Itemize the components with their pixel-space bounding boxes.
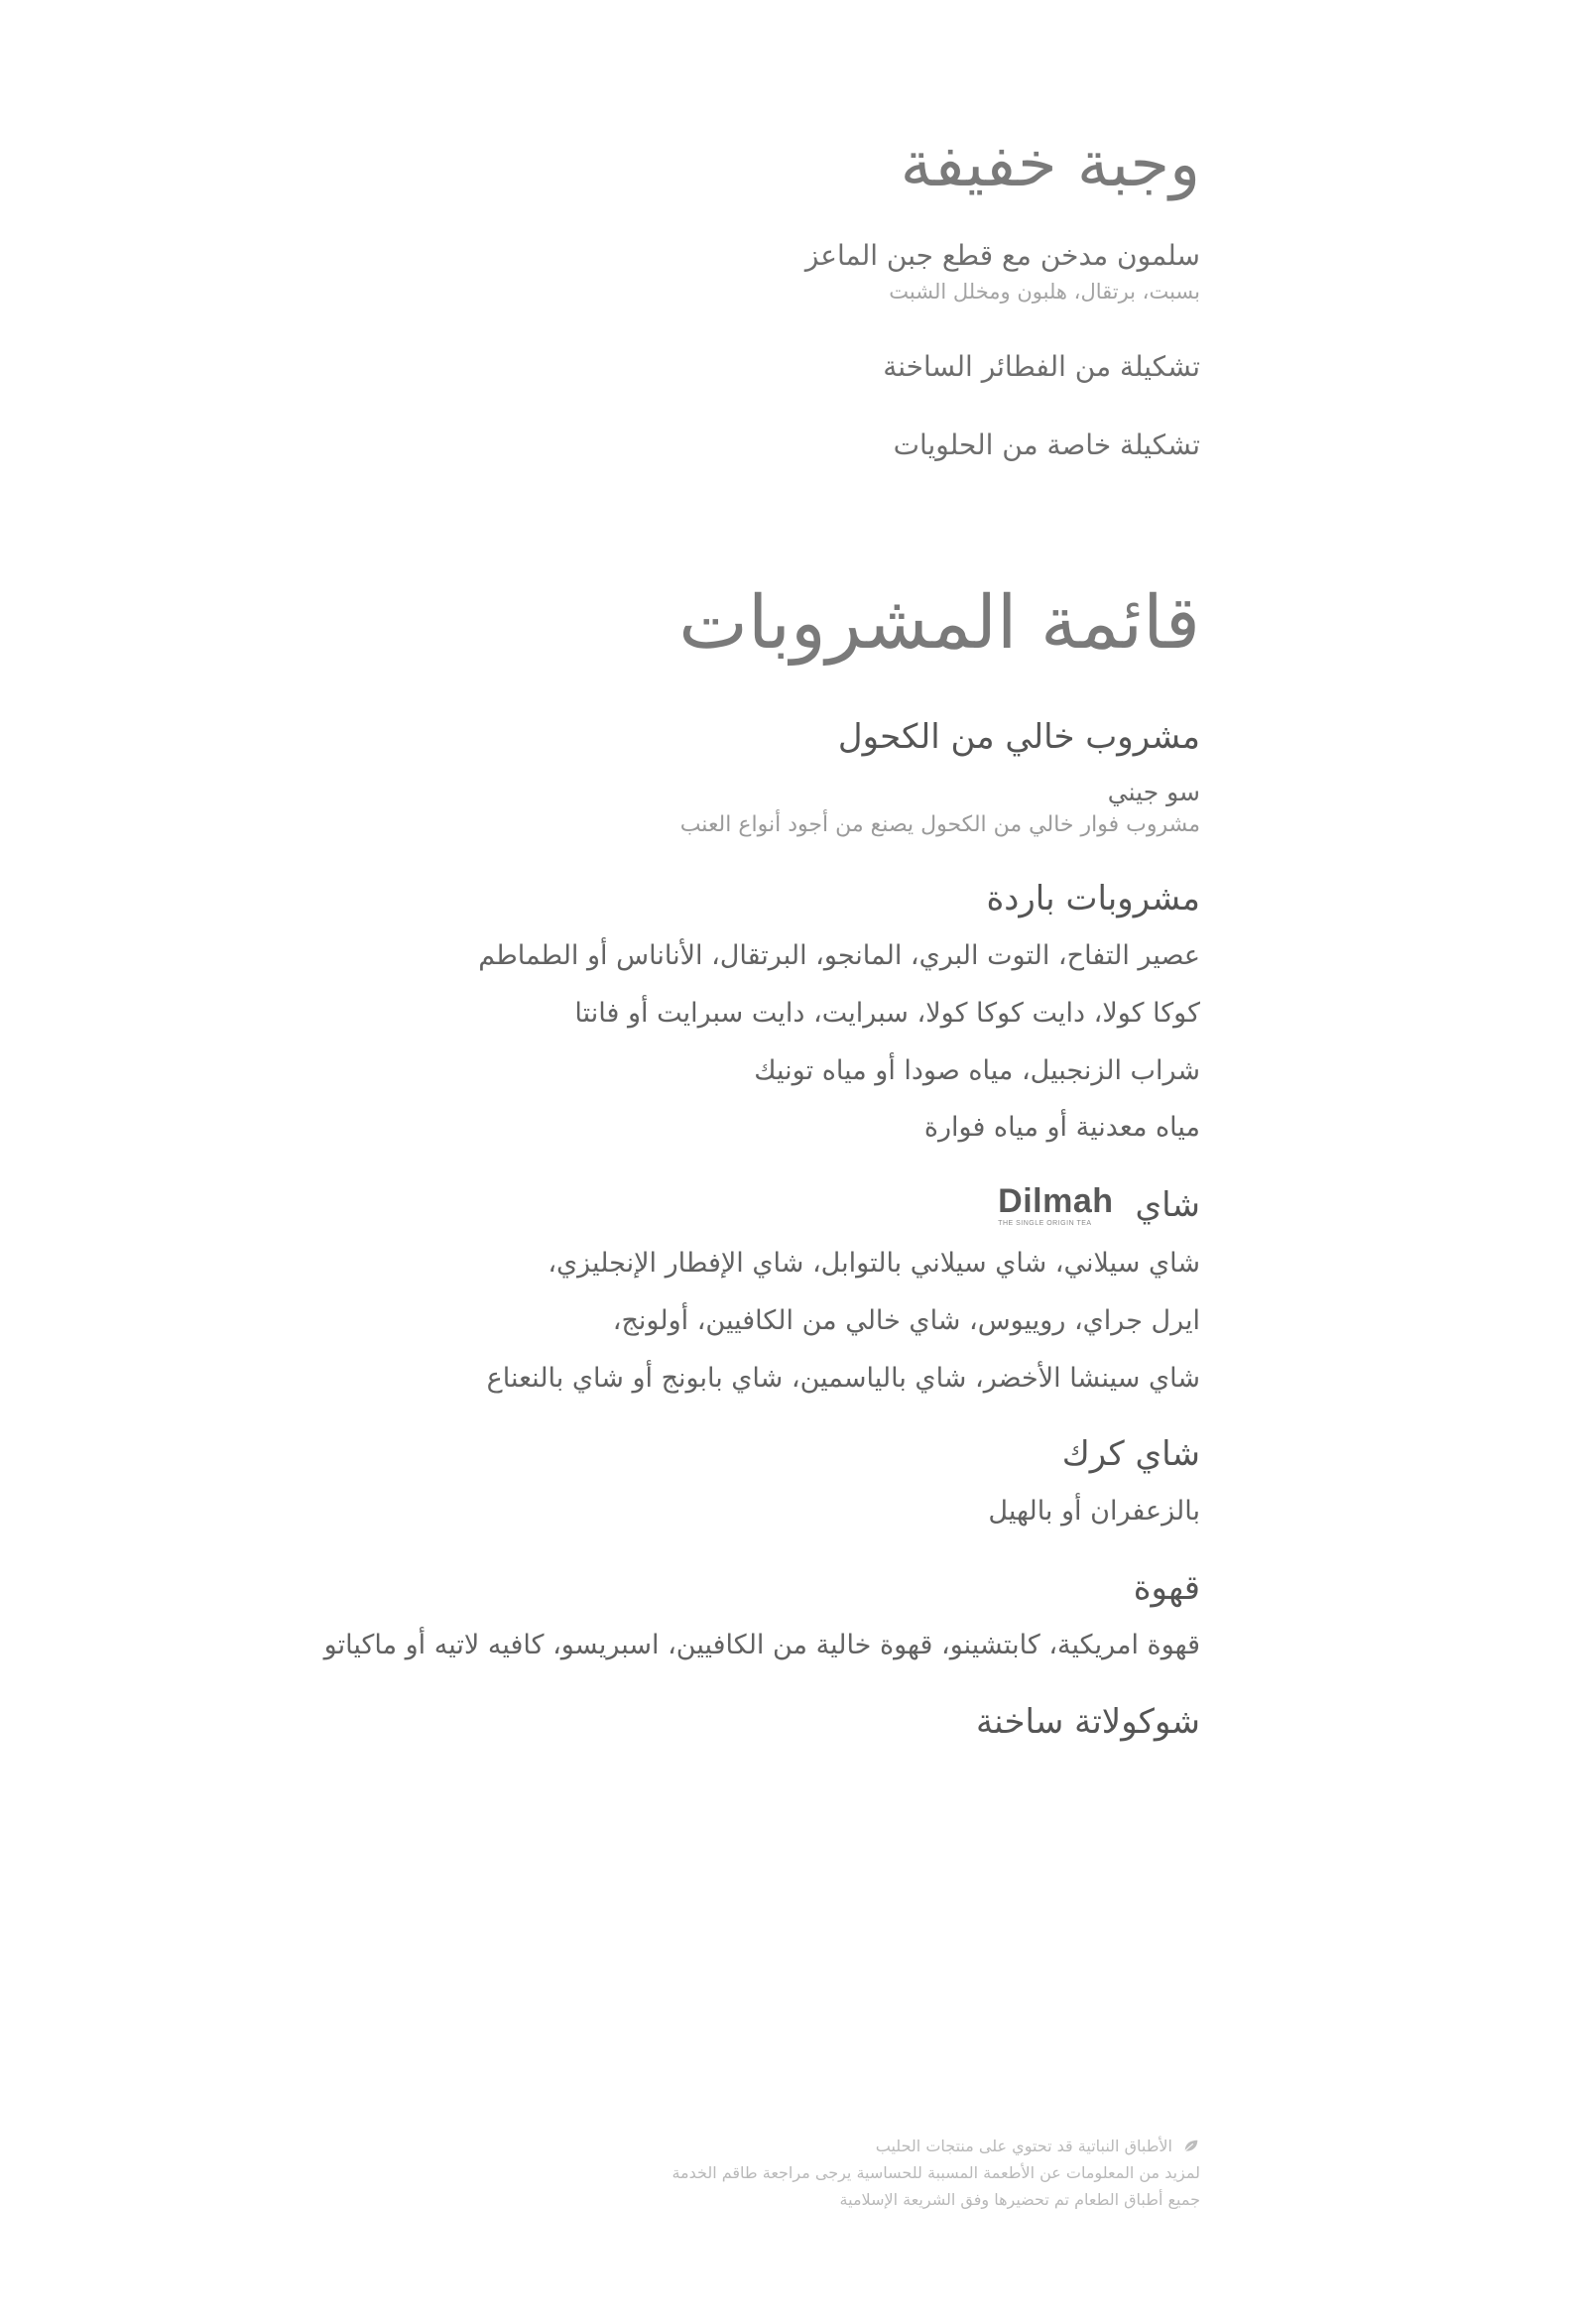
non-alcoholic-name: سو جيني bbox=[1107, 777, 1200, 806]
coffee-section bbox=[208, 1568, 1200, 1662]
footer-line: جميع أطباق الطعام تم تحضيرها وفق الشريعة الإسلامية bbox=[839, 2190, 1200, 2210]
cold-drinks-line: عصير التفاح، التوت البري، المانجو، البرتقال، الأناناس أو الطماطم bbox=[478, 940, 1200, 972]
tea-line: ايرل جراي، روييوس، شاي خالي من الكافيين، أولونج، bbox=[612, 1304, 1200, 1336]
dilmah-logo bbox=[998, 1184, 1113, 1227]
coffee-heading: قهوة bbox=[1133, 1567, 1200, 1608]
tea-line: شاي سيلاني، شاي سيلاني بالتوابل، شاي الإفطار الإنجليزي، bbox=[548, 1248, 1200, 1280]
non-alcoholic-section bbox=[208, 717, 1200, 839]
footer-line: الأطباق النباتية قد تحتوي على منتجات الحليب bbox=[875, 2137, 1172, 2155]
footer-row bbox=[605, 2133, 1200, 2159]
section-heading bbox=[208, 1434, 1200, 1475]
chocolate-heading: شوكولاتة ساخنة bbox=[975, 1701, 1200, 1742]
karak-line: بالزعفران أو بالهيل bbox=[988, 1496, 1200, 1528]
snack-section bbox=[208, 129, 1200, 462]
drinks-title: قائمة المشروبات bbox=[678, 579, 1200, 666]
snack-item-name: تشكيلة من الفطائر الساخنة bbox=[883, 349, 1200, 383]
snack-item bbox=[208, 238, 1200, 306]
cold-drinks-line: شراب الزنجبيل، مياه صودا أو مياه تونيك bbox=[754, 1054, 1200, 1086]
cold-drinks-section bbox=[208, 879, 1200, 1145]
chocolate-section bbox=[208, 1702, 1200, 1743]
leaf-icon bbox=[1182, 2138, 1200, 2155]
snack-item bbox=[208, 349, 1200, 384]
karak-section bbox=[208, 1434, 1200, 1529]
section-heading bbox=[208, 1702, 1200, 1743]
karak-heading: شاي كرك bbox=[1061, 1434, 1200, 1475]
non-alcoholic-desc: مشروب فوار خالي من الكحول يصنع من أجود أنواع العنب bbox=[679, 811, 1200, 837]
section-heading bbox=[208, 1568, 1200, 1609]
dilmah-tagline: THE SINGLE ORIGIN TEA bbox=[998, 1220, 1092, 1228]
snack-item-desc: بسبت، برتقال، هلبون ومخلل الشبت bbox=[889, 279, 1200, 304]
footer-notes bbox=[605, 2133, 1200, 2214]
section-heading bbox=[208, 1184, 1200, 1227]
section-heading bbox=[208, 879, 1200, 919]
snack-item-name: سلمون مدخن مع قطع جبن الماعز bbox=[804, 238, 1200, 272]
dilmah-brand: Dilmah bbox=[998, 1182, 1114, 1221]
tea-section bbox=[208, 1184, 1200, 1395]
snack-item bbox=[208, 428, 1200, 462]
cold-drinks-line: مياه معدنية أو مياه فوارة bbox=[923, 1112, 1200, 1144]
snack-item-name: تشكيلة خاصة من الحلويات bbox=[893, 428, 1200, 461]
snack-title: وجبة خفيفة bbox=[900, 128, 1200, 201]
cold-drinks-heading: مشروبات باردة bbox=[986, 879, 1200, 919]
footer-line: لمزيد من المعلومات عن الأطعمة المسببة للحساسية يرجى مراجعة طاقم الخدمة bbox=[671, 2163, 1200, 2183]
section-heading bbox=[208, 717, 1200, 758]
tea-line: شاي سينشا الأخضر، شاي بالياسمين، شاي بابونج أو شاي بالنعناع bbox=[486, 1362, 1200, 1394]
non-alcoholic-heading: مشروب خالي من الكحول bbox=[837, 716, 1200, 757]
coffee-line: قهوة امريكية، كابتشينو، قهوة خالية من الكافيين، اسبريسو، كافيه لاتيه أو ماكياتو bbox=[323, 1629, 1200, 1660]
menu-page bbox=[208, 129, 1200, 1781]
cold-drinks-line: كوكا كولا، دايت كوكا كولا، سبرايت، دايت سبرايت أو فانتا bbox=[574, 997, 1200, 1029]
tea-heading: شاي bbox=[1135, 1185, 1200, 1226]
